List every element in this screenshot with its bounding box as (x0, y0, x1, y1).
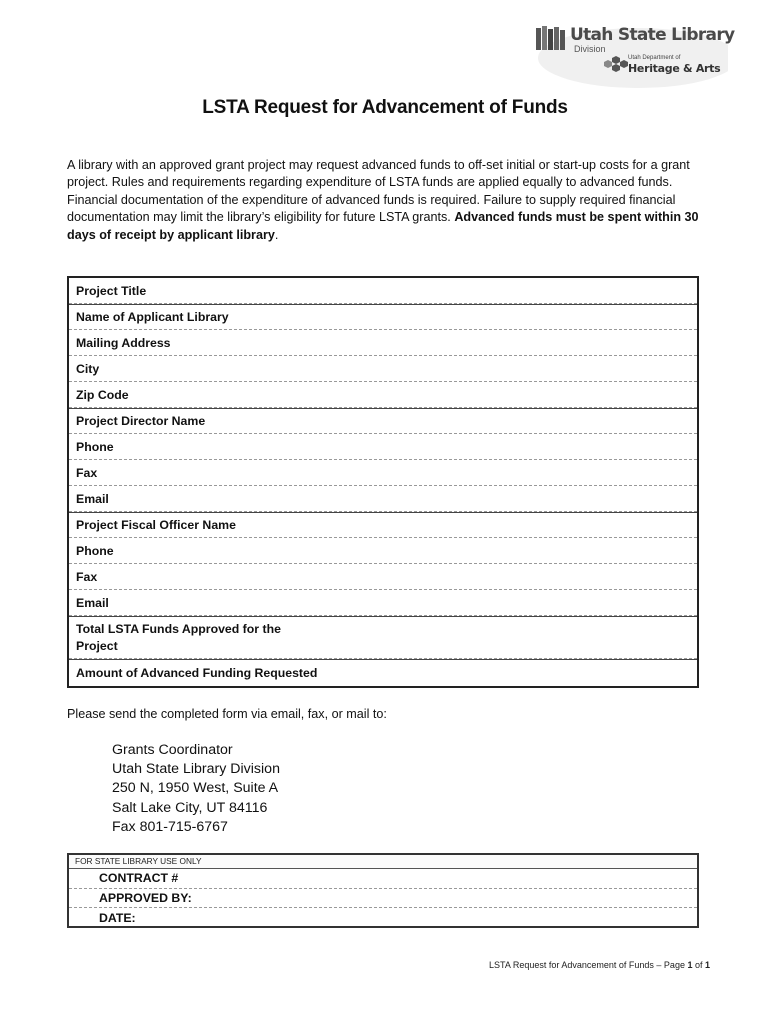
zip-code-input[interactable] (296, 381, 697, 408)
form-row-director-phone (69, 434, 697, 460)
footer-total-pages: 1 (704, 960, 710, 970)
intro-text: A library with an approved grant project may request advanced funds to off-set initial or start-up costs for a grant project. Rules and requirements regarding expenditure of LSTA funds are applied equally to advanced funds. Financial documentation of the expenditure of advanced funds is required. Failure to supply required financial documentation may limit the library’s eligibility for future LSTA grants. (67, 158, 690, 225)
form-row-advanced-funding (69, 659, 697, 686)
advanced-funding-input[interactable] (336, 659, 697, 687)
form-row-fiscal-officer-name (69, 512, 697, 538)
form-label: Email (76, 595, 109, 610)
state-box-header: FOR STATE LIBRARY USE ONLY (69, 855, 697, 869)
mailing-address-input[interactable] (296, 329, 697, 356)
footer-text: LSTA Request for Advancement of Funds – Page (489, 960, 688, 970)
form-label: Phone (76, 439, 114, 454)
project-title-input[interactable] (296, 277, 697, 304)
form-row-mailing-address (69, 330, 697, 356)
city-input[interactable] (296, 355, 697, 382)
address-line: Utah State Library Division (112, 761, 280, 778)
director-name-input[interactable] (296, 408, 697, 434)
intro-end: . (274, 227, 279, 242)
form-label: Phone (76, 543, 114, 558)
form-label: Name of Applicant Library (76, 310, 229, 324)
logo-department: Utah Department of (628, 55, 681, 61)
page-title: LSTA Request for Advancement of Funds (202, 97, 568, 118)
intro-paragraph (67, 157, 707, 244)
state-row-contract (69, 869, 697, 889)
director-email-input[interactable] (296, 485, 697, 512)
send-instructions: Please send the completed form via email, fax, or mail to: (67, 707, 387, 721)
mailing-address-block (112, 741, 280, 837)
form-label: Email (76, 491, 109, 506)
form-row-director-name (69, 408, 697, 434)
footer-of: of (692, 960, 705, 970)
state-label: APPROVED BY: (99, 890, 192, 905)
form-row-fiscal-fax (69, 564, 697, 590)
form-row-director-fax (69, 460, 697, 486)
footer-page-number: 1 (687, 960, 693, 970)
form-label: Amount of Advanced Funding Requested (76, 666, 318, 680)
contract-number-input[interactable] (229, 868, 697, 889)
director-fax-input[interactable] (296, 459, 697, 486)
state-row-date (69, 908, 697, 928)
form-label: Total LSTA Funds Approved for the Project (76, 622, 281, 653)
address-line: Grants Coordinator (112, 742, 233, 758)
address-line: Salt Lake City, UT 84116 (112, 799, 268, 816)
logo-name: Utah State Library (570, 25, 735, 45)
director-phone-input[interactable] (296, 433, 697, 460)
form-label: Mailing Address (76, 335, 171, 350)
applicant-library-input[interactable] (296, 304, 697, 330)
fiscal-fax-input[interactable] (296, 563, 697, 590)
form-row-city (69, 356, 697, 382)
address-line: Fax 801-715-6767 (112, 818, 228, 835)
state-label: DATE: (99, 910, 136, 925)
form-row-director-email (69, 486, 697, 512)
state-row-approved-by (69, 889, 697, 909)
form-label: City (76, 361, 100, 376)
approved-by-input[interactable] (229, 888, 697, 909)
state-label: CONTRACT # (99, 871, 179, 886)
intro-bold-text: Advanced funds must be spent within 30 days of receipt by applicant library (67, 210, 699, 242)
form-label: Fax (76, 465, 98, 480)
form-row-zip-code (69, 382, 697, 408)
form-row-fiscal-email (69, 590, 697, 616)
form-row-total-funds (69, 616, 697, 659)
fiscal-phone-input[interactable] (296, 537, 697, 564)
form-label: Project Director Name (76, 414, 206, 428)
form-label: Project Fiscal Officer Name (76, 518, 236, 532)
application-form-table (67, 276, 699, 688)
fiscal-email-input[interactable] (296, 589, 697, 616)
state-library-use-box (67, 853, 699, 928)
date-input[interactable] (229, 907, 697, 929)
form-label: Zip Code (76, 387, 129, 402)
logo-heritage-arts: Heritage & Arts (628, 62, 721, 75)
page-footer (489, 960, 710, 970)
address-line: 250 N, 1950 West, Suite A (112, 780, 279, 797)
form-row-applicant-library (69, 304, 697, 330)
form-row-project-title (69, 278, 697, 304)
fiscal-officer-name-input[interactable] (296, 512, 697, 538)
form-label: Project Title (76, 283, 147, 298)
logo-division: Division (574, 44, 606, 54)
utah-state-library-logo (528, 20, 735, 92)
book-stack-icon (536, 26, 565, 50)
total-funds-input[interactable] (296, 621, 697, 660)
form-label: Fax (76, 569, 98, 584)
form-row-fiscal-phone (69, 538, 697, 564)
